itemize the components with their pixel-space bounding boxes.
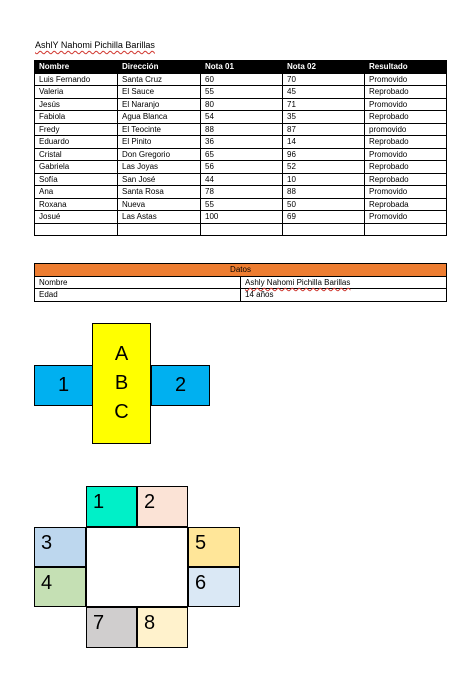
square-7: 7 (86, 607, 137, 648)
table-cell: 14 (283, 136, 365, 149)
table-cell: 65 (201, 148, 283, 161)
square-5: 5 (188, 527, 240, 567)
table-cell: 70 (283, 73, 365, 86)
square-1: 1 (86, 486, 137, 527)
table-cell: Nueva (118, 198, 201, 211)
table-cell: 52 (283, 161, 365, 174)
square-4: 4 (34, 567, 86, 607)
grades-table (34, 60, 447, 236)
table-cell: Reprobado (365, 86, 447, 99)
table-cell (118, 223, 201, 236)
table-cell: Promovido (365, 98, 447, 111)
table-cell: Promovido (365, 148, 447, 161)
table-cell: Gabriela (35, 161, 118, 174)
grades-header-row (35, 61, 447, 74)
table-cell: 80 (201, 98, 283, 111)
table-cell: 55 (201, 198, 283, 211)
table-cell: Reprobado (365, 173, 447, 186)
table-cell: 96 (283, 148, 365, 161)
table-cell: 35 (283, 111, 365, 124)
col-header-nota01: Nota 01 (201, 61, 283, 74)
table-cell: Promovido (365, 186, 447, 199)
table-cell: 50 (283, 198, 365, 211)
table-cell: 60 (201, 73, 283, 86)
table-cell (283, 223, 365, 236)
cross-letter: B (114, 372, 129, 394)
table-cell: Valeria (35, 86, 118, 99)
document-title: AshlY Nahomi Pichilla Barillas (35, 40, 155, 50)
table-cell: Fabiola (35, 111, 118, 124)
col-header-nombre: Nombre (35, 61, 118, 74)
table-cell: 45 (283, 86, 365, 99)
table-cell: Promovido (365, 211, 447, 224)
table-row (35, 86, 447, 99)
cross-right-box: 2 (151, 365, 210, 406)
table-cell (35, 223, 118, 236)
table-cell: Roxana (35, 198, 118, 211)
square-3: 3 (34, 527, 86, 567)
cross-left-box: 1 (34, 365, 93, 406)
table-cell: Eduardo (35, 136, 118, 149)
square-8: 8 (137, 607, 188, 648)
table-cell: 100 (201, 211, 283, 224)
square-6: 6 (188, 567, 240, 607)
table-cell: 78 (201, 186, 283, 199)
table-cell: Reprobado (365, 161, 447, 174)
datos-value: 14 años (241, 289, 447, 302)
table-cell (201, 223, 283, 236)
table-row (35, 136, 447, 149)
table-cell: promovido (365, 123, 447, 136)
table-cell: El Naranjo (118, 98, 201, 111)
table-cell: 87 (283, 123, 365, 136)
table-row (35, 198, 447, 211)
datos-header: Datos (35, 264, 447, 277)
table-cell: Las Joyas (118, 161, 201, 174)
table-row (35, 223, 447, 236)
table-cell: Don Gregorio (118, 148, 201, 161)
table-cell: Sofía (35, 173, 118, 186)
cross-letter: A (114, 343, 129, 365)
table-row (35, 211, 447, 224)
table-cell: Fredy (35, 123, 118, 136)
table-cell: Promovido (365, 73, 447, 86)
table-cell: 88 (283, 186, 365, 199)
table-cell: Las Astas (118, 211, 201, 224)
table-cell: San José (118, 173, 201, 186)
table-row (35, 123, 447, 136)
table-cell: Reprobado (365, 136, 447, 149)
table-cell: 56 (201, 161, 283, 174)
col-header-nota02: Nota 02 (283, 61, 365, 74)
table-row (35, 173, 447, 186)
table-row (35, 98, 447, 111)
table-cell: 69 (283, 211, 365, 224)
table-cell: El Sauce (118, 86, 201, 99)
datos-value: Ashly Nahomi Pichilla Barillas (241, 276, 447, 289)
table-cell: Santa Cruz (118, 73, 201, 86)
cross-center-box (92, 323, 151, 444)
table-cell: 55 (201, 86, 283, 99)
datos-row (35, 276, 447, 289)
table-row (35, 186, 447, 199)
square-2: 2 (137, 486, 188, 527)
datos-table (34, 263, 447, 302)
table-row (35, 111, 447, 124)
table-cell: El Teocinte (118, 123, 201, 136)
table-cell: Reprobada (365, 198, 447, 211)
table-cell: 88 (201, 123, 283, 136)
table-cell: 54 (201, 111, 283, 124)
table-row (35, 161, 447, 174)
table-row (35, 73, 447, 86)
table-cell: Reprobado (365, 111, 447, 124)
table-cell: Luis Fernando (35, 73, 118, 86)
table-cell: Agua Blanca (118, 111, 201, 124)
table-cell: Josué (35, 211, 118, 224)
table-cell: Jesús (35, 98, 118, 111)
cross-letter: C (114, 401, 129, 423)
col-header-resultado: Resultado (365, 61, 447, 74)
table-cell: Santa Rosa (118, 186, 201, 199)
datos-label: Edad (35, 289, 241, 302)
table-cell: Ana (35, 186, 118, 199)
table-cell: 71 (283, 98, 365, 111)
table-cell: 44 (201, 173, 283, 186)
table-cell: 10 (283, 173, 365, 186)
datos-row (35, 289, 447, 302)
center-square (86, 527, 188, 607)
table-cell: Cristal (35, 148, 118, 161)
table-cell: 36 (201, 136, 283, 149)
table-row (35, 148, 447, 161)
table-cell: El Pinito (118, 136, 201, 149)
datos-label: Nombre (35, 276, 241, 289)
col-header-direccion: Dirección (118, 61, 201, 74)
table-cell (365, 223, 447, 236)
